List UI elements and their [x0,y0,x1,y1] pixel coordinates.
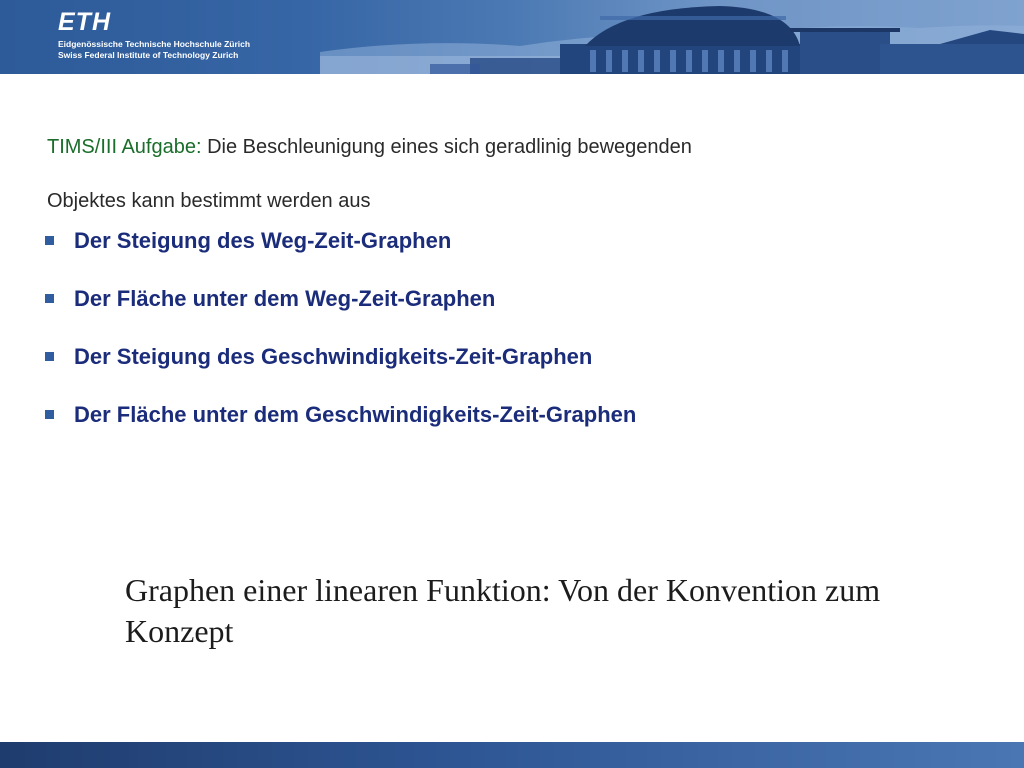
eth-logo: ETH [58,8,111,36]
square-bullet-icon [45,410,54,419]
square-bullet-icon [45,236,54,245]
square-bullet-icon [45,352,54,361]
answer-option-label: Der Steigung des Weg-Zeit-Graphen [74,228,452,253]
answer-option-4 [45,396,636,454]
header-banner [0,0,1024,74]
answer-option-3 [45,338,636,396]
answer-option-label: Der Fläche unter dem Weg-Zeit-Graphen [74,286,496,311]
task-label: TIMS/III Aufgabe: [47,136,202,158]
question-text-part1: Die Beschleunigung eines sich geradlinig bewegenden [207,136,692,158]
question-line-2: Objektes kann bestimmt werden aus [47,190,371,212]
answer-option-1 [45,222,636,280]
question-text [47,120,947,228]
institution-name-german: Eidgenössische Technische Hochschule Zürich [58,39,251,49]
building-panorama-image [0,0,1024,74]
institution-name-english: Swiss Federal Institute of Technology Zurich [58,50,239,60]
question-line-1 [47,120,947,174]
answer-option-label: Der Fläche unter dem Geschwindigkeits-Zeit-Graphen [74,402,637,427]
slide-caption: Graphen einer linearen Funktion: Von der Konvention zum Konzept [125,572,881,649]
square-bullet-icon [45,294,54,303]
answer-option-label: Der Steigung des Geschwindigkeits-Zeit-Graphen [74,344,593,369]
answer-option-2 [45,280,636,338]
footer-bar [0,742,1024,768]
answer-options-list [45,222,636,454]
